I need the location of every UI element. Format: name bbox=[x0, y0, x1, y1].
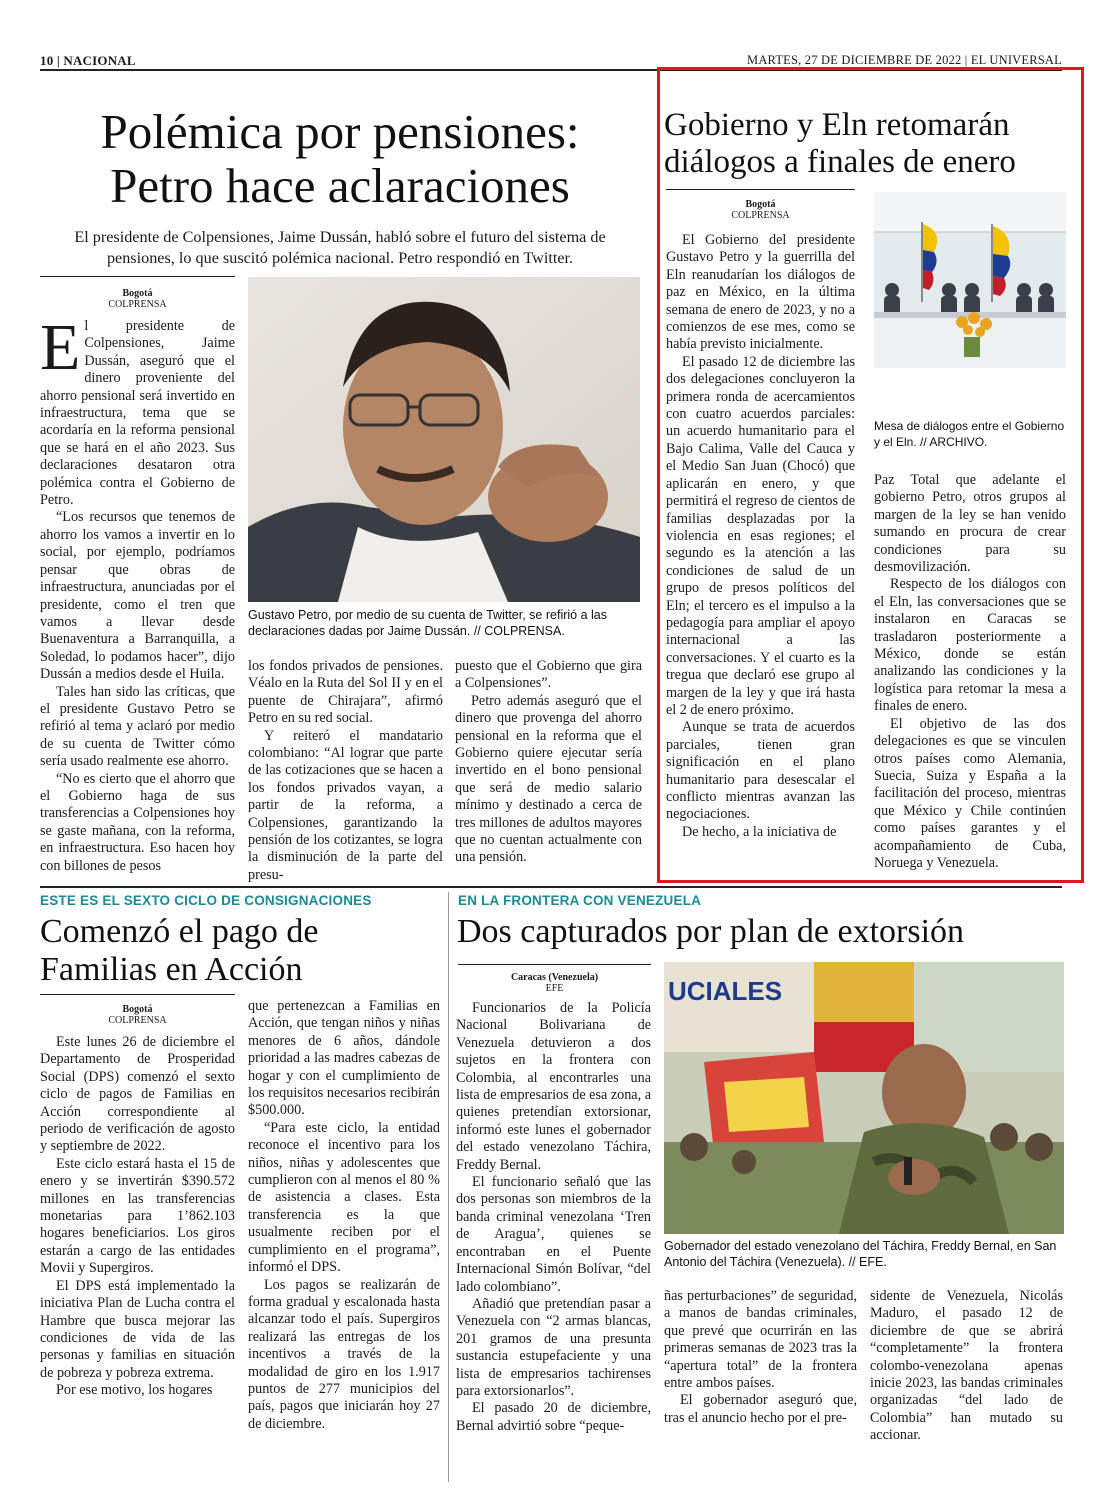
article1-headline-line2: Petro hace aclaraciones bbox=[110, 158, 570, 213]
folio-left: 10 | NACIONAL bbox=[40, 53, 136, 68]
article3-column2 bbox=[248, 998, 440, 1433]
section-rule bbox=[40, 886, 1062, 888]
paragraph: Paz Total que adelante el gobierno Petro, otros grupos al margen de la ley se han venido sumando en procura de crear condiciones para su desmovilización. bbox=[874, 472, 1066, 576]
article2-column2 bbox=[874, 472, 1066, 872]
article4-column1-text bbox=[456, 1000, 651, 1435]
article4-column3 bbox=[870, 1288, 1063, 1445]
article3-byline-rule bbox=[40, 994, 235, 995]
article4-column1 bbox=[456, 1000, 651, 1435]
article3-column1-text bbox=[40, 1034, 235, 1400]
paragraph: El gobernador aseguró que, tras el anuncio hecho por el pre- bbox=[664, 1392, 857, 1426]
article4-kicker: EN LA FRONTERA CON VENEZUELA bbox=[458, 893, 702, 908]
byline-city: Bogotá bbox=[745, 199, 776, 210]
paragraph: Respecto de los diálogos con el Eln, las conversaciones que se instalaron en Caracas se trasladaron posteriormente a México, donde se están analizando las condiciones y la logística para retomar la mesa a finales de enero. bbox=[874, 576, 1066, 715]
paragraph: Por ese motivo, los hogares bbox=[56, 1382, 213, 1399]
article4-column2 bbox=[664, 1288, 857, 1427]
byline-city: Caracas (Venezuela) bbox=[510, 972, 599, 983]
paragraph: Los pagos se realizarán de forma gradual y escalonada hasta alcanzar todo el país. Supergiros realizará las entregas de los incentivos a través de la modalidad de giro en los 1.917 puntos de 277 municipios del país, pagos que iniciarán hoy 27 de diciembre. bbox=[248, 1276, 440, 1432]
byline-agency: EFE bbox=[545, 983, 564, 994]
paragraph: “Para este ciclo, la entidad reconoce el incentivo para los niños, niñas y adolescentes que cumplieron con al menos el 80 % de asistencia a clases. Esta transferencia es la que usualmente reciben por el cumplimiento en el programa”, informó el DPS. bbox=[248, 1119, 440, 1276]
article3-headline-line2: Familias en Acción bbox=[40, 951, 303, 988]
paragraph: Aunque se trata de acuerdos parciales, tienen gran significación en el plano humanitario para desescalar el conflicto mientras avanzan las negociaciones. bbox=[666, 719, 855, 823]
paragraph: los fondos privados de pensiones. Véalo en la Ruta del Sol II y en el puente de Chirajara”, afirmó Petro en su red social. bbox=[248, 658, 443, 727]
paragraph: Este lunes 26 de diciembre el Departamento de Prosperidad Social (DPS) comenzó el sexto ciclo de pagos de Familias en Acción correspondiente al periodo de verificación de agosto y septiembre de 2022. bbox=[40, 1034, 235, 1155]
folio-right: MARTES, 27 DE DICIEMBRE DE 2022 | EL UNIVERSAL bbox=[747, 53, 1062, 67]
paragraph: que pertenezcan a Familias en Acción, que tengan niños y niñas menores de 6 años, dándole prioridad a las madres cabezas de hogar y con el cumplimiento de los requisitos necesarios recibirán $500.000. bbox=[248, 998, 440, 1119]
paragraph: puesto que el Gobierno que gira a Colpensiones”. bbox=[455, 658, 642, 692]
article3-byline bbox=[40, 1004, 235, 1026]
byline-city: Bogotá bbox=[122, 1004, 153, 1015]
article1-photo bbox=[248, 277, 640, 602]
article2-photo bbox=[874, 192, 1066, 368]
paragraph: De hecho, a la iniciativa de bbox=[682, 823, 837, 840]
section-vertical-rule bbox=[448, 892, 449, 1482]
petro-photo-illustration bbox=[248, 277, 640, 602]
article2-column1 bbox=[666, 232, 855, 841]
paragraph: Tales han sido las críticas, que el presidente Gustavo Petro se refirió al tema y aclaró por medio de su cuenta de Twitter cómo sería usado realmente ese ahorro. bbox=[40, 683, 235, 770]
article1-column1-text bbox=[40, 311, 235, 875]
paragraph: Y reiteró el mandatario colombiano: “Al lograr que parte de las cotizaciones que se hacen a los fondos privados vayan, a partir de la reforma, a Colpensiones, garantizando la pensión de los cotizantes, se logra la disminución de la parte del presu- bbox=[248, 727, 443, 883]
article1-column1 bbox=[40, 311, 235, 875]
article4-byline bbox=[458, 972, 651, 994]
paragraph: El pasado 20 de diciembre, Bernal advirtió sobre “peque- bbox=[456, 1400, 651, 1434]
article1-deck-line1: El presidente de Colpensiones, Jaime Dussán, habló sobre el futuro del sistema de bbox=[74, 228, 606, 246]
article4-byline-rule bbox=[458, 964, 651, 965]
article1-column2-text bbox=[248, 658, 443, 884]
paragraph: El Gobierno del presidente Gustavo Petro y la guerrilla del Eln reanudarían los diálogos de paz en México, en la última semana de enero de 2023, y no a comienzos de ese mes, como se había previsto inicialmente. bbox=[666, 232, 855, 353]
paragraph: Este ciclo estará hasta el 15 de enero y se invertirán $390.572 millones en las transferencias monetarias para 1’862.103 hogares beneficiarios. Los giros estarán a cargo de las entidades Movii y Supergiros. bbox=[40, 1155, 235, 1277]
article1-dropcap: E bbox=[40, 311, 81, 384]
paragraph: Añadió que pretendían pasar a Venezuela con “2 armas blancas, 201 gramos de una presunta sustancia estupefaciente y una lista de empresarios tachirenses para extorsionarlos”. bbox=[456, 1295, 651, 1399]
article2-caption: Mesa de diálogos entre el Gobierno y el Eln. // ARCHIVO. bbox=[874, 419, 1065, 449]
byline-agency: COLPRENSA bbox=[108, 299, 167, 310]
paragraph: sidente de Venezuela, Nicolás Maduro, el pasado 12 de diciembre de que se abrirá “completamente” la frontera colombo-venezolana apenas inicie 2023, las bandas criminales organizadas “del lado de Colombia” han mutado su accionar. bbox=[870, 1288, 1063, 1444]
paragraph: El DPS está implementado la iniciativa Plan de Lucha contra el Hambre que busca mejorar las condiciones de vida de las personas y familias en situación de pobreza y pobreza extrema. bbox=[40, 1277, 235, 1381]
paragraph: Petro además aseguró que el dinero que provenga del ahorro pensional en la reforma que el Gobierno quiere ejecutar sería invertido en el bono pensional que será de medio salario mínimo y destinado a cerca de tres millones de adultos mayores que no cuentan actualmente con una pensión. bbox=[455, 692, 642, 866]
article2-headline-line2: diálogos a finales de enero bbox=[664, 144, 1016, 180]
article3-kicker: ESTE ES EL SEXTO CICLO DE CONSIGNACIONES bbox=[40, 893, 372, 908]
paragraph: Funcionarios de la Policía Nacional Bolivariana de Venezuela detuvieron a dos sujetos en la frontera con Colombia, al encontrarles una lista de empresarios de esa zona, a quienes pretendían extorsionar, informó este lunes el gobernador del estado venezolano Táchira, Freddy Bernal. bbox=[456, 1000, 651, 1173]
article1-caption: Gustavo Petro, por medio de su cuenta de Twitter, se refirió a las declaraciones dadas por Jaime Dussán. // COLPRENSA. bbox=[248, 608, 607, 638]
article2-column1-text bbox=[666, 232, 855, 841]
article1-byline bbox=[40, 288, 235, 310]
banner-text: UCIALES bbox=[668, 976, 783, 1006]
paragraph: “Los recursos que tenemos de ahorro los vamos a invertir en lo social, por ejemplo, podríamos pensar que obras de infraestructura, anunciadas por el presidente, como el tren que vamos a llevar desde Buenaventura a Barranquilla, a Soledad, lo podamos hacer”, dijo Dussán a medios desde el Huila. bbox=[40, 509, 235, 683]
article4-column2-text bbox=[664, 1288, 857, 1427]
article2-byline-rule bbox=[666, 189, 855, 190]
article3-column1 bbox=[40, 1034, 235, 1400]
byline-agency: COLPRENSA bbox=[731, 210, 790, 221]
paragraph: El objetivo de las dos delegaciones es que se vinculen otros países como Alemania, Suecia, Suiza y España a la facilitación del proceso, mientras que México y Chile continúen como países garantes y el acompañamiento de Cuba, Noruega y Venezuela. bbox=[874, 715, 1066, 871]
byline-city: Bogotá bbox=[122, 288, 153, 299]
article3-column2-text bbox=[248, 998, 440, 1433]
paragraph: El funcionario señaló que las dos personas son miembros de la banda criminal venezolana ‘Tren de Aragua’, quienes se encontraban en el Puente Internacional Simón Bolívar, “del lado colombiano”. bbox=[456, 1174, 651, 1295]
article4-column3-text bbox=[870, 1288, 1063, 1445]
paragraph: l presidente de Colpensiones, Jaime Dussán, aseguró que el dinero proveniente del ahorro pensional será invertido en infraestructura, tema que se acordaría en la reforma pensional que se hará en el año 2023. Sus declaraciones desataron otra polémica contra el Gobierno de Petro. bbox=[40, 318, 235, 509]
article3-headline-line1: Comenzó el pago de bbox=[40, 913, 319, 950]
byline-agency: COLPRENSA bbox=[108, 1015, 167, 1026]
article1-headline bbox=[40, 105, 640, 213]
paragraph: ñas perturbaciones” de seguridad, a manos de bandas criminales, que prevé que ocurrirán en las primeras semanas de 2023 tras la “apertura total” de la frontera entre ambos países. bbox=[664, 1288, 857, 1392]
article2-headline bbox=[664, 107, 1074, 181]
article1-column3 bbox=[455, 658, 642, 867]
article1-headline-line1: Polémica por pensiones: bbox=[100, 104, 580, 159]
article1-deck bbox=[40, 227, 640, 269]
article2-column2-text bbox=[874, 472, 1066, 872]
article1-column2 bbox=[248, 658, 443, 884]
article4-headline: Dos capturados por plan de extorsión bbox=[457, 913, 965, 950]
freddy-bernal-photo-illustration bbox=[664, 962, 1064, 1234]
paragraph: “No es cierto que el ahorro que el Gobierno haga de sus transferencias a Colpensiones hoy se gaste mañana, con la reforma, en infraestructura. Eso hacen hoy con billones de pesos bbox=[40, 770, 235, 874]
article3-headline bbox=[40, 913, 440, 989]
paragraph: El pasado 12 de diciembre las dos delegaciones concluyeron la primera ronda de acercamientos con cuatro acuerdos parciales: un acuerdo humanitario para el Bajo Calima, Valle del Cauca y el Medio San Juan (Chocó) que aplicarán en enero, y que permitirá el regreso de cientos de familias desplazadas por la violencia en esas regiones; el segundo es la atención a las condiciones de salud de un grupo de presos políticos del Eln; el tercero es el impulso a la pedagogía para ampliar el apoyo internacional a las conversaciones. Y el cuarto es la tregua que declaró ese grupo al margen de la ley y que irá hasta el 2 de enero próximo. bbox=[666, 353, 855, 718]
article1-column3-text bbox=[455, 658, 642, 867]
article1-deck-line2: pensiones, lo que suscitó polémica nacional. Petro respondió en Twitter. bbox=[106, 249, 574, 267]
article2-byline bbox=[666, 199, 855, 221]
article4-caption: Gobernador del estado venezolano del Táchira, Freddy Bernal, en San Antonio del Táchira (Venezuela). // EFE. bbox=[664, 1239, 1057, 1269]
article1-byline-rule bbox=[40, 276, 235, 277]
article2-headline-line1: Gobierno y Eln retomarán bbox=[664, 107, 1010, 143]
dialogue-table-illustration bbox=[874, 192, 1066, 368]
article4-photo bbox=[664, 962, 1064, 1234]
